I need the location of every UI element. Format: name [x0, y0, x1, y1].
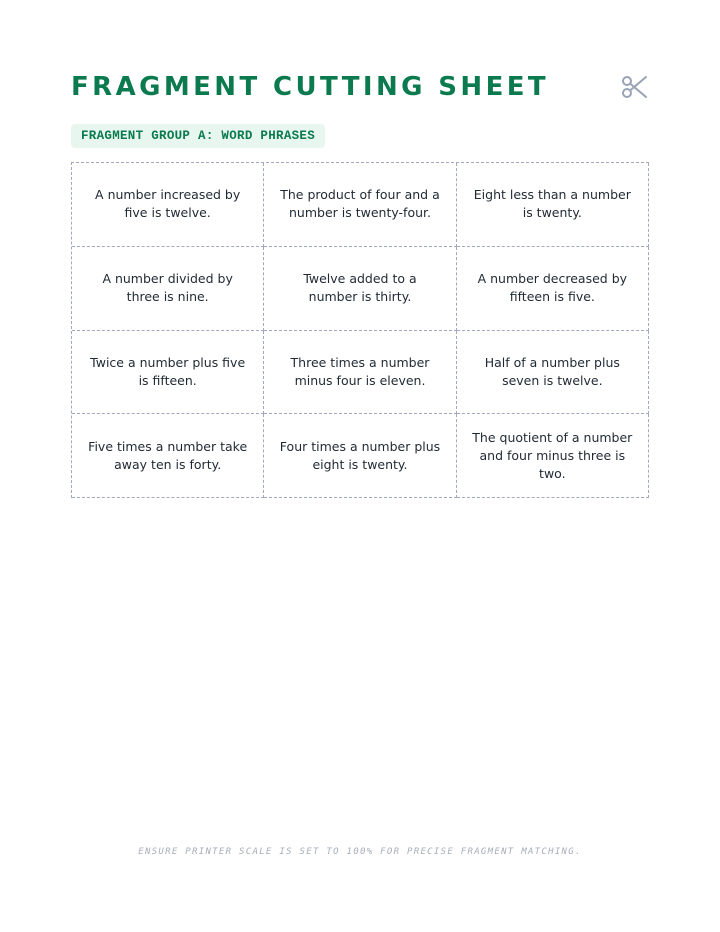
fragment-card: Twice a number plus five is fifteen.: [72, 331, 264, 415]
fragment-card: Half of a number plus seven is twelve.: [457, 331, 649, 415]
fragment-card: Twelve added to a number is thirty.: [264, 247, 456, 331]
fragment-card: A number decreased by fifteen is five.: [457, 247, 649, 331]
fragment-card: Eight less than a number is twenty.: [457, 163, 649, 247]
fragment-group-label: FRAGMENT GROUP A: WORD PHRASES: [71, 124, 325, 148]
page-title: FRAGMENT CUTTING SHEET: [71, 72, 550, 102]
fragment-card: The product of four and a number is twenty-four.: [264, 163, 456, 247]
scissors-icon: [621, 73, 649, 101]
fragment-card: The quotient of a number and four minus three is two.: [457, 414, 649, 498]
fragment-card: Three times a number minus four is eleven.: [264, 331, 456, 415]
fragment-card: A number divided by three is nine.: [72, 247, 264, 331]
fragment-card: Four times a number plus eight is twenty.: [264, 414, 456, 498]
print-note: ENSURE PRINTER SCALE IS SET TO 100% FOR PRECISE FRAGMENT MATCHING.: [138, 847, 582, 857]
fragment-grid: [71, 162, 649, 498]
fragment-card: A number increased by five is twelve.: [72, 163, 264, 247]
fragment-card: Five times a number take away ten is forty.: [72, 414, 264, 498]
